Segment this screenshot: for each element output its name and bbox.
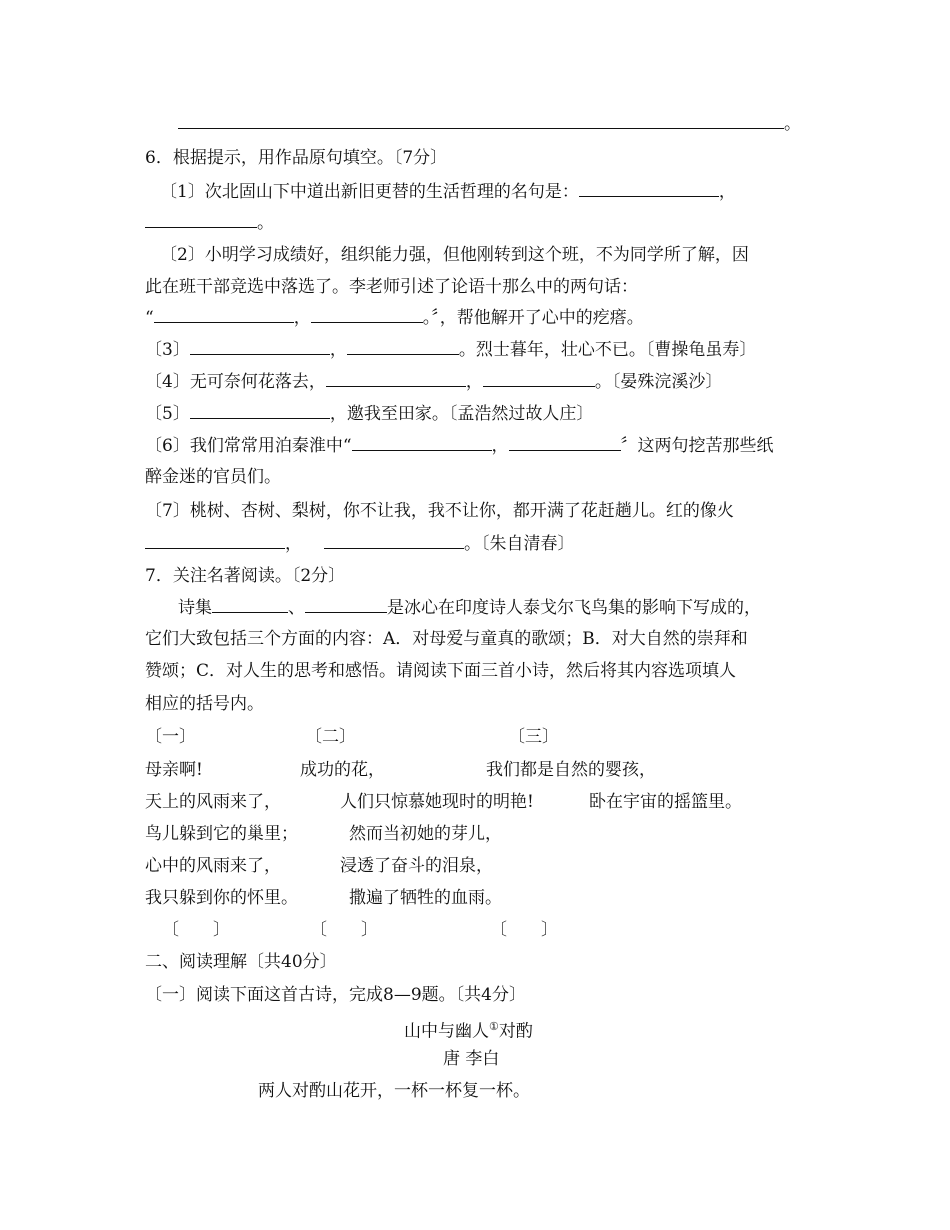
blank: [178, 113, 784, 129]
poem-2-label: 〔二〕: [305, 727, 356, 747]
q6-item-1: 〔1〕次北固山下中道出新旧更替的生活哲理的名句是： ，: [160, 182, 736, 202]
q7-para-line3: 赞颂；C．对人生的思考和感悟。请阅读下面三首小诗，然后将其内容选项填人: [145, 661, 737, 681]
blank: [352, 435, 492, 451]
poem-1-line: 我只躲到你的怀里。: [145, 888, 298, 908]
blank: [326, 371, 466, 387]
poem-1-line: 母亲啊!: [145, 760, 203, 780]
poem-2-line: 然而当初她的芽儿，: [349, 824, 502, 844]
poem-title: 山中与幽人①对酌: [404, 1020, 533, 1042]
blank: [305, 597, 387, 613]
blank: [145, 533, 285, 549]
poem-3-answer-bracket: 〔 〕: [490, 920, 558, 940]
poem-author: 唐 李白: [443, 1049, 500, 1069]
poem-1-line: 天上的风雨来了，: [145, 792, 281, 812]
blank: [579, 181, 719, 197]
q7-para-line1: 诗集 、 是冰心在印度诗人泰戈尔飞鸟集的影响下写成的，: [178, 598, 761, 618]
answer-line-continuation: 。: [178, 113, 801, 135]
q6-item-2-line1: 〔2〕小明学习成绩好，组织能力强，但他刚转到这个班，不为同学所了解，因: [160, 245, 749, 265]
q6-item-5: 〔5〕 ，邀我至田家。〔孟浩然过故人庄〕: [145, 404, 594, 424]
blank: [154, 307, 294, 323]
section-2-subtitle: 〔一〕阅读下面这首古诗，完成8—9题。〔共4分〕: [145, 985, 526, 1005]
blank: [212, 597, 288, 613]
poem-2-line: 成功的花，: [300, 760, 385, 780]
poem-3-line: 我们都是自然的婴孩，: [486, 760, 656, 780]
poem-2-line: 人们只惊慕她现时的明艳!: [340, 792, 534, 812]
blank: [324, 533, 464, 549]
blank: [190, 403, 330, 419]
poem-2-line: 浸透了奋斗的泪泉，: [340, 856, 493, 876]
blank: [347, 339, 459, 355]
q7-title: 7．关注名著阅读。〔2分〕: [145, 566, 346, 586]
q6-item-4: 〔4〕无可奈何花落去， ， 。〔晏殊浣溪沙〕: [145, 372, 723, 392]
blank: [483, 371, 595, 387]
section-2-title: 二、阅读理解〔共40分〕: [145, 952, 337, 972]
q6-item-7: 〔7〕桃树、杏树、梨树，你不让我，我不让你，都开满了花赶趟儿。红的像火: [145, 501, 734, 521]
q6-item-2-line3: “ ， 。〞，帮他解开了心中的疙瘩。: [145, 308, 644, 328]
blank: [509, 435, 621, 451]
blank: [190, 339, 330, 355]
poem-1-answer-bracket: 〔 〕: [162, 920, 230, 940]
blank: [311, 307, 423, 323]
poem-3-line: 卧在宇宙的摇篮里。: [589, 792, 742, 812]
poem-1-label: 〔一〕: [145, 727, 196, 747]
q6-item-6: 〔6〕我们常常用泊秦淮中“ ， 〞这两句挖苦那些纸: [145, 436, 774, 456]
q6-item-7-cont: ， 。〔朱自清春〕: [145, 533, 575, 555]
q6-item-3: 〔3〕 ， 。烈士暮年，壮心不已。〔曹操龟虽寿〕: [145, 340, 757, 360]
q6-item-6-cont: 醉金迷的官员们。: [145, 467, 281, 487]
q6-title: 6．根据提示，用作品原句填空。〔7分〕: [145, 148, 448, 168]
poem-line: 两人对酌山花开，一杯一杯复一杯。: [258, 1081, 530, 1101]
poem-3-label: 〔三〕: [508, 727, 559, 747]
q6-item-1-cont: 。: [145, 212, 274, 234]
footnote-marker: ①: [489, 1020, 499, 1033]
q7-para-line2: 它们大致包括三个方面的内容：A．对母爱与童真的歌颂；B．对大自然的崇拜和: [145, 629, 748, 649]
poem-1-line: 鸟儿躲到它的巢里；: [145, 824, 298, 844]
q6-item-2-line2: 此在班干部竞选中落选了。李老师引述了论语十那么中的两句话：: [145, 277, 638, 297]
poem-2-answer-bracket: 〔 〕: [310, 920, 378, 940]
q7-para-line4: 相应的括号内。: [145, 694, 264, 714]
blank: [145, 212, 257, 228]
poem-2-line: 撒遍了牺牲的血雨。: [349, 888, 502, 908]
poem-1-line: 心中的风雨来了，: [145, 856, 281, 876]
